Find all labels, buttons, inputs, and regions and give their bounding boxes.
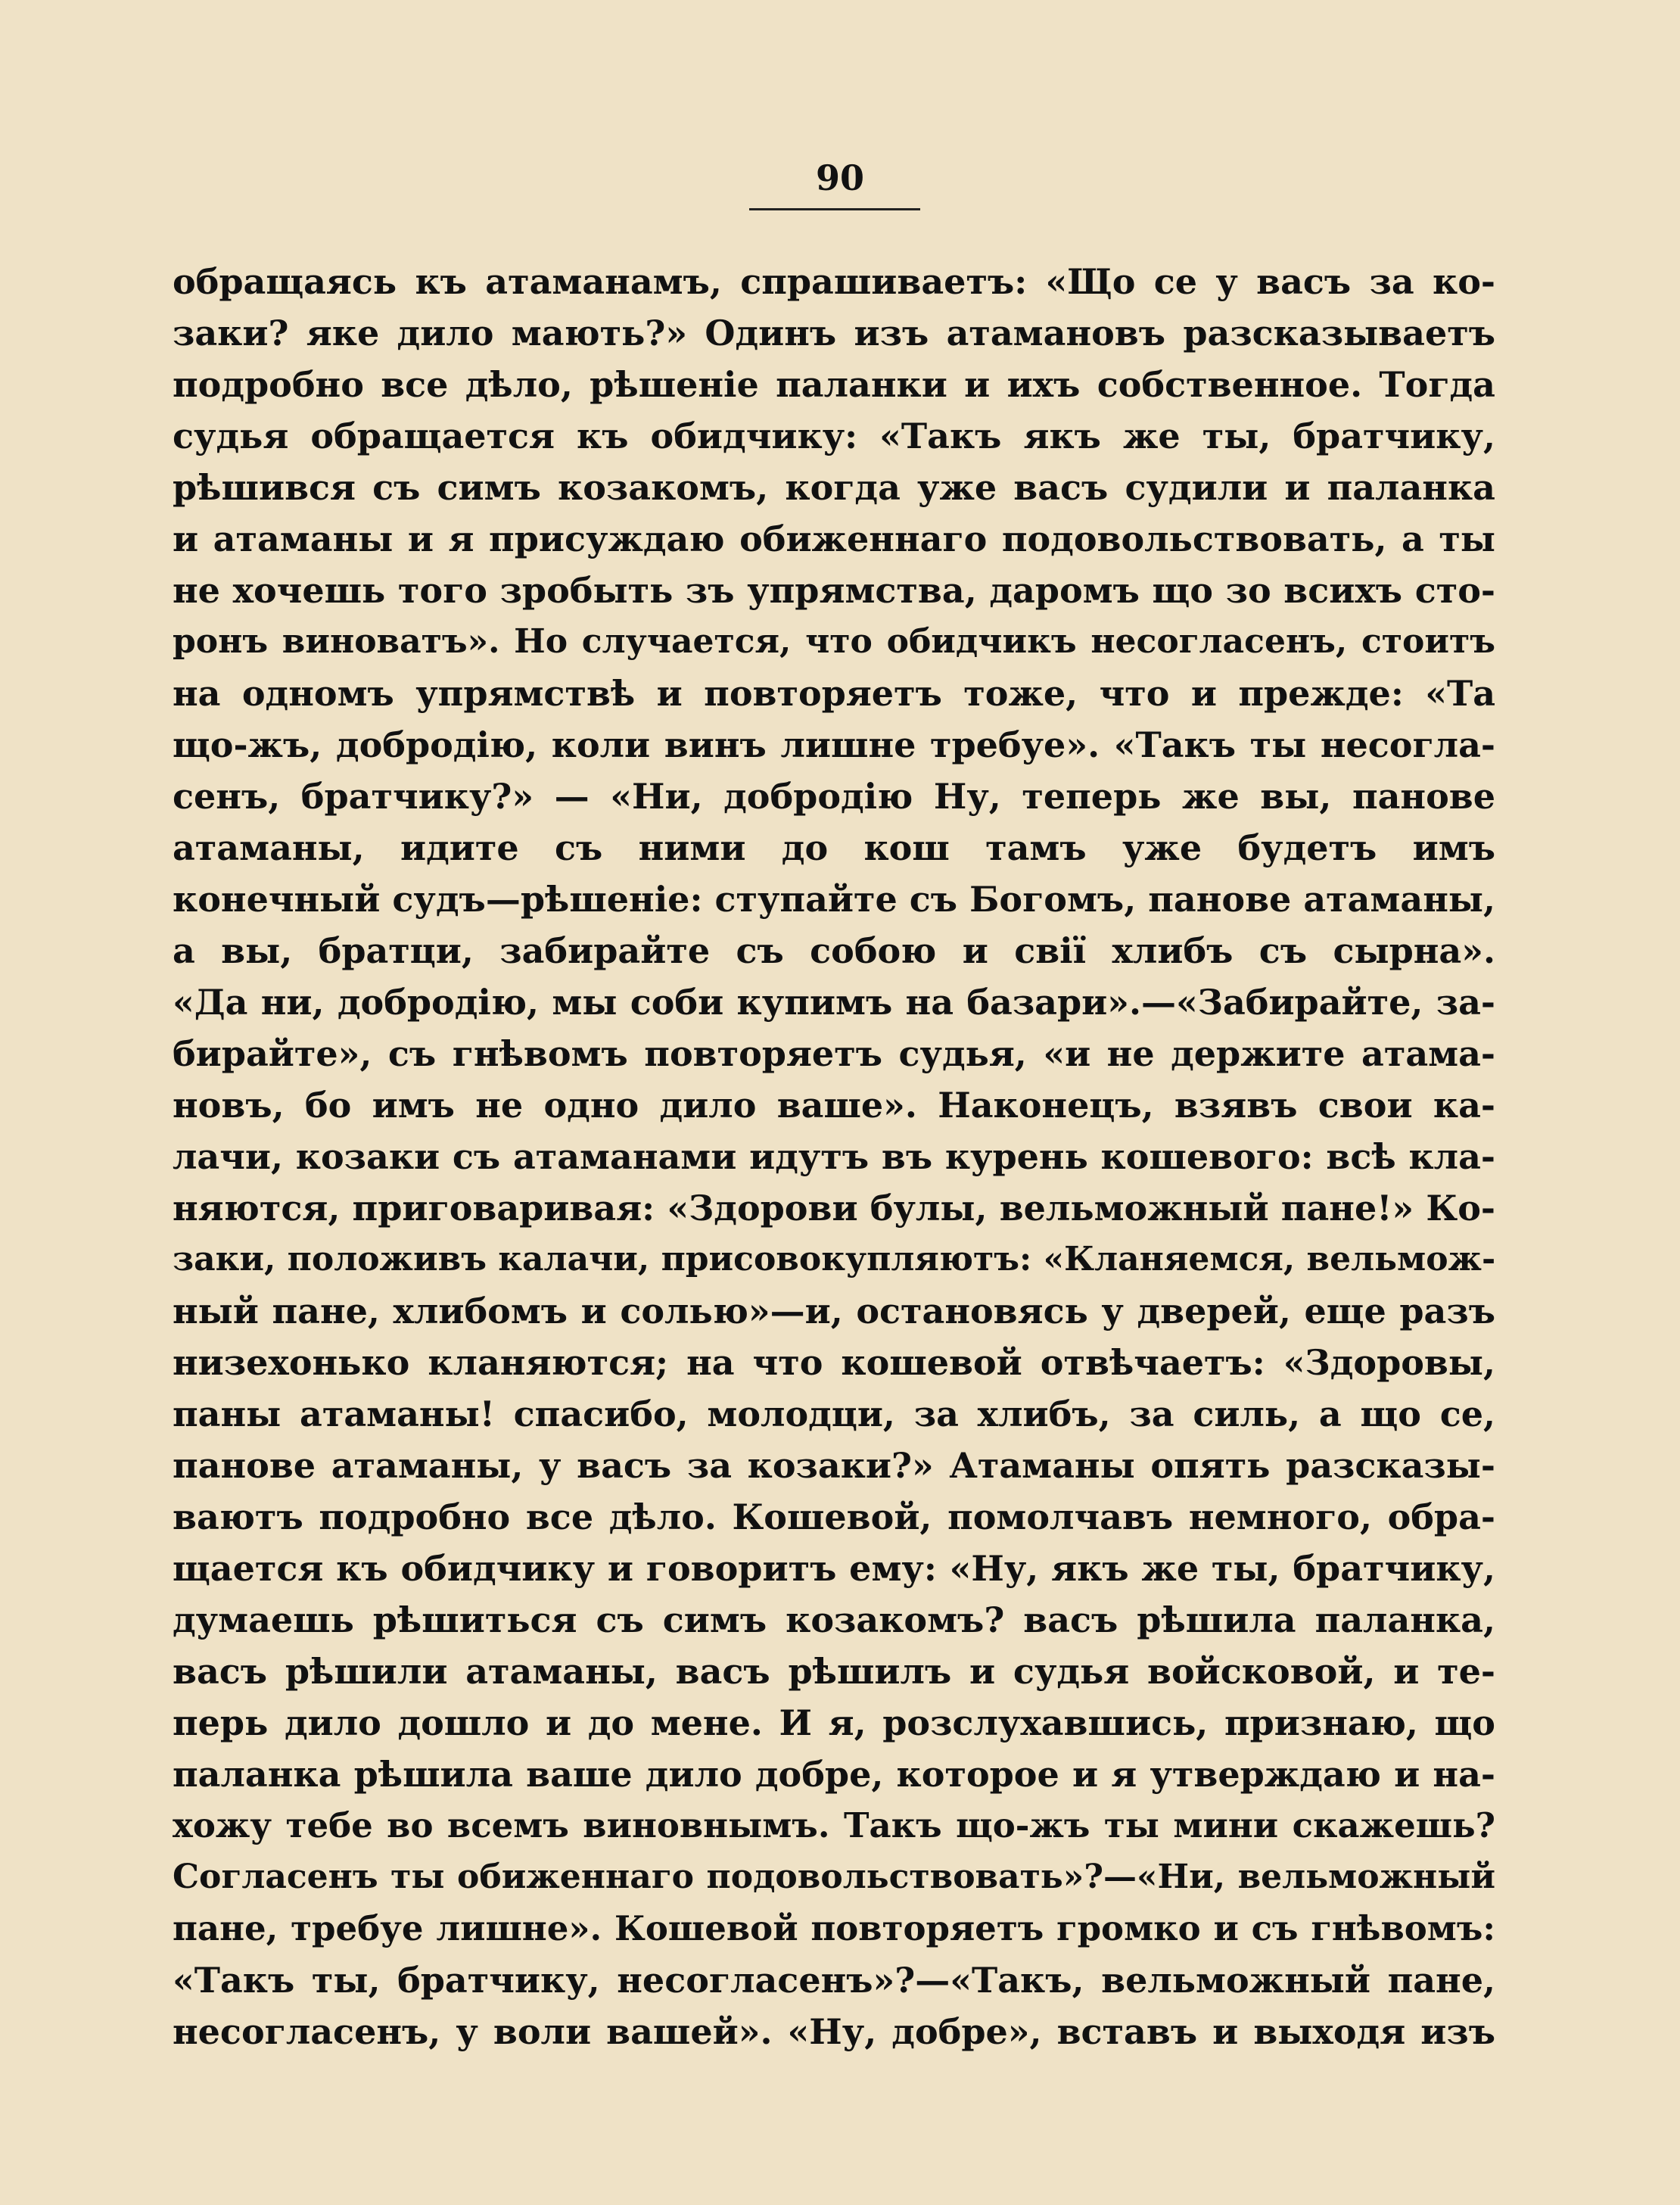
text-line: судья обращается къ обидчику: «Такъ якъ же ты, братчику, (173, 416, 1495, 456)
text-line: новъ, бо имъ не одно дило ваше». Наконецъ, взявъ свои ка- (173, 1085, 1495, 1126)
text-line: ронъ виноватъ». Но случается, что обидчикъ несогласенъ, стоитъ (173, 622, 1495, 661)
body-text (173, 256, 1495, 2057)
text-line: бирайте», съ гнѣвомъ повторяетъ судья, «и не держите атама- (173, 1033, 1495, 1074)
text-line: ваютъ подробно все дѣло. Кошевой, помолчавъ немного, обра- (173, 1496, 1495, 1537)
text-line: подробно все дѣло, рѣшеніе паланки и ихъ собственное. Тогда (173, 364, 1495, 405)
text-line: Согласенъ ты обиженнаго подовольствовать»?—«Ни, вельможный (173, 1858, 1495, 1896)
text-line: заки, положивъ калачи, присовокупляютъ: «Кланяемся, вельмож- (173, 1240, 1495, 1278)
text-line: панове атаманы, у васъ за козаки?» Атаманы опять разсказы- (173, 1445, 1495, 1486)
text-line: атаманы, идите съ ними до кош тамъ уже будетъ имъ (173, 827, 1495, 868)
text-line: паланка рѣшила ваше дило добре, которое и я утверждаю и на- (173, 1754, 1495, 1795)
text-line: заки? яке дило мають?» Одинъ изъ атамановъ разсказываетъ (173, 313, 1495, 353)
text-line: не хочешь того зробыть зъ упрямства, даромъ що зо всихъ сто- (173, 570, 1495, 611)
text-line: перь дило дошло и до мене. И я, розслухавшись, признаю, що (173, 1702, 1495, 1743)
text-line: щается къ обидчику и говоритъ ему: «Ну, якъ же ты, братчику, (173, 1548, 1495, 1589)
text-line: обращаясь къ атаманамъ, спрашиваетъ: «Що се у васъ за ко- (173, 261, 1495, 302)
text-line: и атаманы и я присуждаю обиженнаго подовольствовать, а ты (173, 519, 1495, 559)
text-line: «Да ни, добродію, мы соби купимъ на базари».—«Забирайте, за- (173, 982, 1495, 1023)
page-number: 90 (815, 157, 864, 198)
text-line: пане, требуе лишне». Кошевой повторяетъ громко и съ гнѣвомъ: (173, 1908, 1495, 1948)
text-line: ный пане, хлибомъ и солью»—и, остановясь у дверей, еще разъ (173, 1291, 1495, 1331)
text-line: хожу тебе во всемъ виновнымъ. Такъ що-жъ ты мини скажешь? (173, 1805, 1495, 1845)
text-line: паны атаманы! спасибо, молодци, за хлибъ, за силь, а що се, (173, 1394, 1495, 1434)
text-line: васъ рѣшили атаманы, васъ рѣшилъ и судья войсковой, и те- (173, 1651, 1495, 1692)
text-line: конечный судъ—рѣшеніе: ступайте съ Богомъ, панове атаманы, (173, 879, 1495, 920)
text-line: низехонько кланяются; на что кошевой отвѣчаетъ: «Здоровы, (173, 1342, 1495, 1383)
text-line: «Такъ ты, братчику, несогласенъ»?—«Такъ, вельможный пане, (173, 1960, 1495, 2001)
text-line: лачи, козаки съ атаманами идутъ въ курень кошевого: всѣ кла- (173, 1136, 1495, 1177)
text-line: що-жъ, добродію, коли винъ лишне требуе». «Такъ ты несогла- (173, 724, 1495, 765)
text-line: сенъ, братчику?» — «Ни, добродію Ну, теперь же вы, панове (173, 776, 1495, 817)
text-line: несогласенъ, у воли вашей». «Ну, добре», вставъ и выходя изъ (173, 2011, 1495, 2052)
text-line: няются, приговаривая: «Здорови булы, вельможный пане!» Ко- (173, 1188, 1495, 1229)
text-line: а вы, братци, забирайте съ собою и свії хлибъ съ сырна». (173, 930, 1495, 971)
text-line: думаешь рѣшиться съ симъ козакомъ? васъ рѣшила паланка, (173, 1599, 1495, 1640)
text-line: рѣшився съ симъ козакомъ, когда уже васъ судили и паланка (173, 467, 1495, 508)
text-line: на одномъ упрямствѣ и повторяетъ тоже, что и прежде: «Та (173, 673, 1495, 714)
page-number-rule (749, 208, 920, 210)
